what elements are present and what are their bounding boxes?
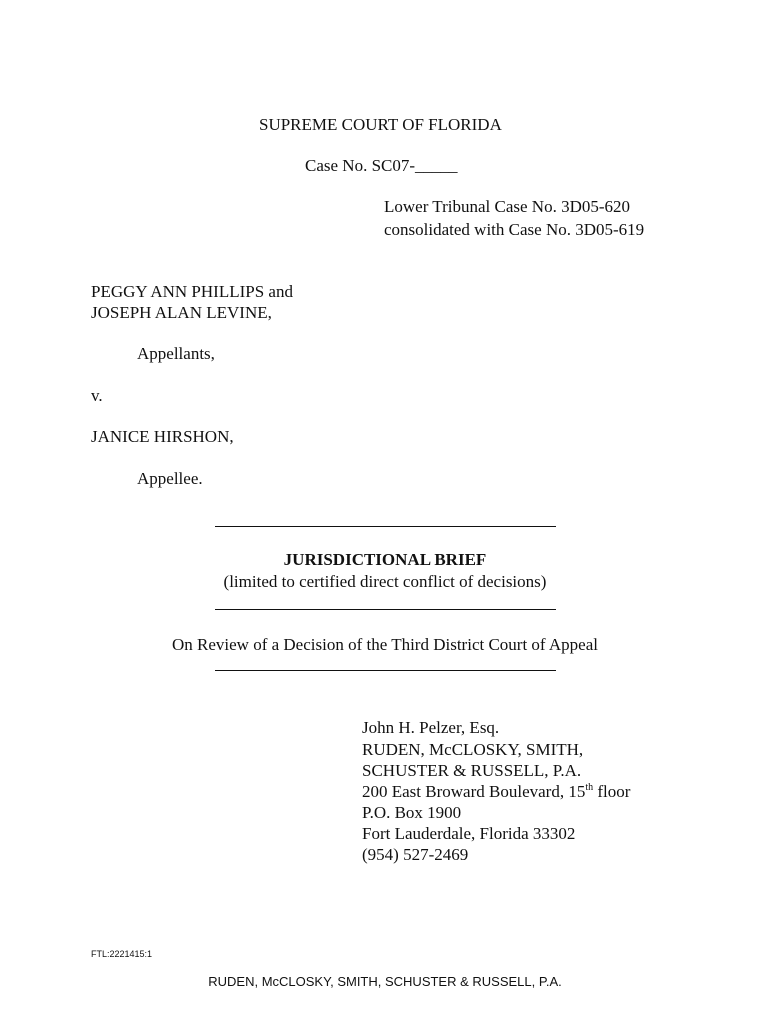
- counsel-firm-line1: RUDEN, McCLOSKY, SMITH,: [362, 740, 584, 759]
- appellant-names-line1: PEGGY ANN PHILLIPS and: [91, 282, 293, 301]
- brief-title: JURISDICTIONAL BRIEF: [283, 550, 487, 569]
- document-id: FTL:2221415:1: [91, 949, 153, 959]
- counsel-firm-line2: SCHUSTER & RUSSELL, P.A.: [362, 761, 582, 780]
- counsel-address: [362, 783, 630, 800]
- brief-subtitle: (limited to certified direct conflict of decisions): [223, 572, 547, 591]
- appellee-label: Appellee.: [137, 469, 203, 488]
- counsel-name: John H. Pelzer, Esq.: [362, 718, 500, 737]
- divider-bottom: [215, 670, 556, 671]
- counsel-address-floor: floor: [593, 782, 631, 801]
- versus-label: v.: [91, 386, 103, 405]
- lower-tribunal-line2: consolidated with Case No. 3D05-619: [384, 220, 645, 239]
- divider-top: [215, 526, 556, 527]
- case-number: Case No. SC07-_____: [305, 156, 458, 175]
- review-line: On Review of a Decision of the Third District Court of Appeal: [171, 635, 598, 654]
- appellee-name: JANICE HIRSHON,: [91, 427, 234, 446]
- appellants-label: Appellants,: [137, 344, 215, 363]
- counsel-po-box: P.O. Box 1900: [362, 803, 462, 822]
- footer-firm: RUDEN, McCLOSKY, SMITH, SCHUSTER & RUSSELL, P.A.: [208, 974, 562, 989]
- counsel-city: Fort Lauderdale, Florida 33302: [362, 824, 576, 843]
- appellant-names-line2: JOSEPH ALAN LEVINE,: [91, 303, 272, 322]
- lower-tribunal-line1: Lower Tribunal Case No. 3D05-620: [384, 197, 631, 216]
- divider-middle: [215, 609, 556, 610]
- court-title: SUPREME COURT OF FLORIDA: [259, 115, 502, 134]
- counsel-phone: (954) 527-2469: [362, 845, 469, 864]
- counsel-address-ordinal: th: [585, 782, 594, 793]
- counsel-address-street: 200 East Broward Boulevard, 15: [362, 782, 586, 801]
